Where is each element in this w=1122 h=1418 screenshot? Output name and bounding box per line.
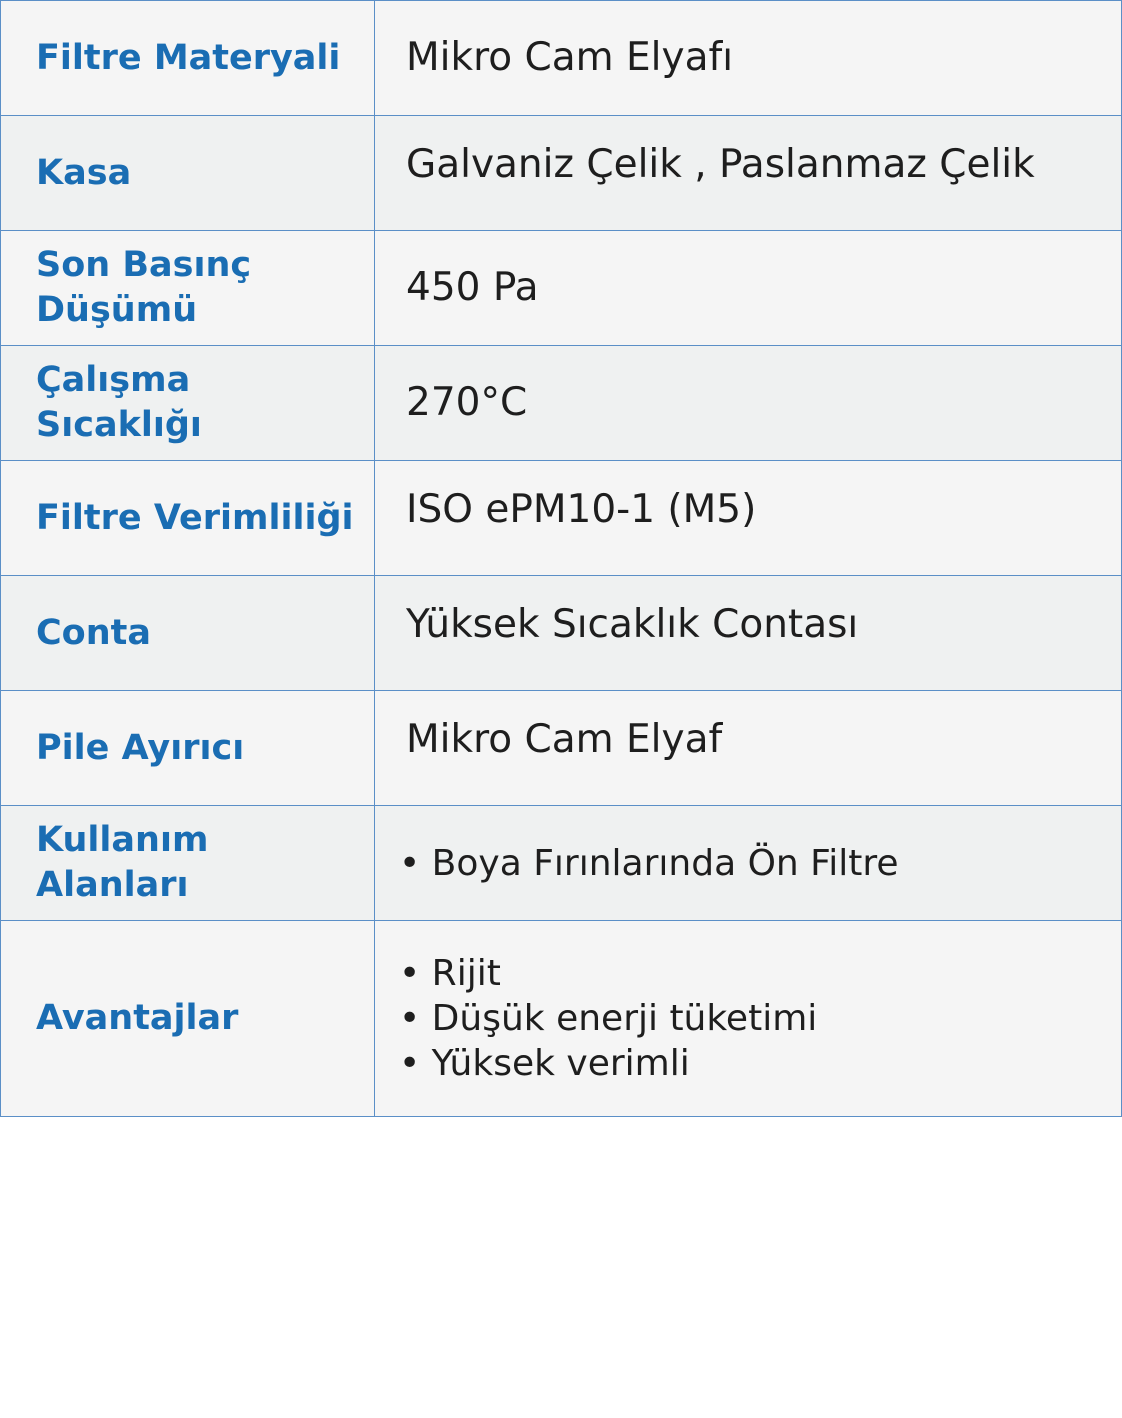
- spec-label: Filtre Verimliliği: [1, 461, 375, 576]
- spec-row-casing: [1, 116, 1122, 231]
- advantage-item: • Düşük enerji tüketimi: [399, 998, 818, 1039]
- spec-value: Yüksek Sıcaklık Contası: [375, 576, 1122, 691]
- spec-row-applications: [1, 806, 1122, 921]
- spec-row-advantages: [1, 921, 1122, 1117]
- spec-label: Kullanım Alanları: [1, 806, 375, 921]
- spec-row-pleat-separator: [1, 691, 1122, 806]
- advantage-item: • Rijit: [399, 953, 501, 994]
- spec-value: Mikro Cam Elyafı: [375, 1, 1122, 116]
- spec-label: Pile Ayırıcı: [1, 691, 375, 806]
- spec-value: Mikro Cam Elyaf: [375, 691, 1122, 806]
- spec-row-filter-material: [1, 1, 1122, 116]
- spec-row-final-pressure-drop: [1, 231, 1122, 346]
- spec-label: Filtre Materyali: [1, 1, 375, 116]
- spec-label: Çalışma Sıcaklığı: [1, 346, 375, 461]
- spec-row-gasket: [1, 576, 1122, 691]
- spec-value: 270°C: [375, 346, 1122, 461]
- spec-row-operating-temperature: [1, 346, 1122, 461]
- spec-value-list: [375, 921, 1122, 1117]
- spec-label: Son Basınç Düşümü: [1, 231, 375, 346]
- spec-row-filter-efficiency: [1, 461, 1122, 576]
- spec-label: Conta: [1, 576, 375, 691]
- spec-value: Galvaniz Çelik , Paslanmaz Çelik: [375, 116, 1122, 231]
- spec-value: • Boya Fırınlarında Ön Filtre: [375, 806, 1122, 921]
- spec-label: Kasa: [1, 116, 375, 231]
- advantage-item: • Yüksek verimli: [399, 1043, 690, 1084]
- spec-value: ISO ePM10-1 (M5): [375, 461, 1122, 576]
- spec-value: 450 Pa: [375, 231, 1122, 346]
- spec-label: Avantajlar: [1, 921, 375, 1117]
